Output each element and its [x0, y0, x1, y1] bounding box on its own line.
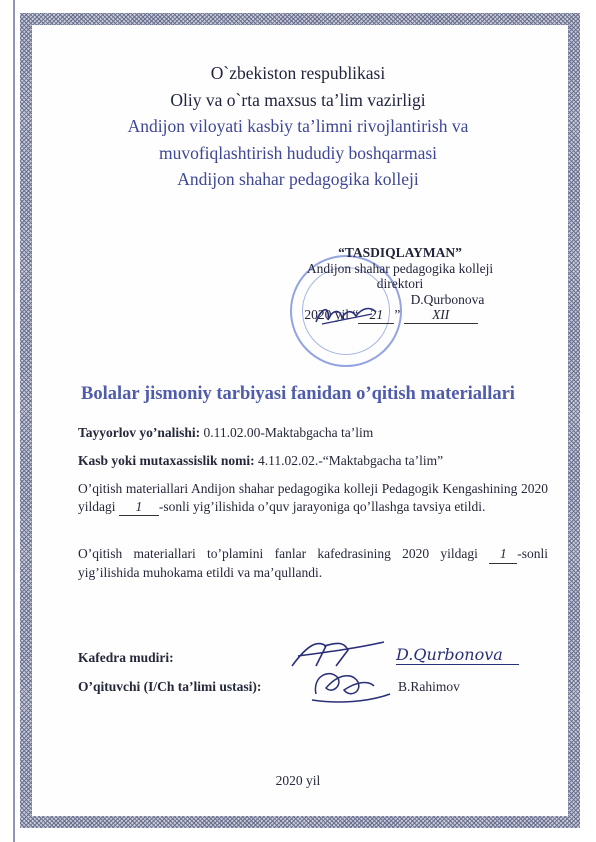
teacher-label: O’qituvchi (I/Ch ta’limi ustasi): — [78, 679, 262, 694]
header-college: Andijon shahar pedagogika kolleji — [177, 169, 419, 189]
direction-label: Tayyorlov yo’nalishi: — [78, 425, 201, 440]
teacher-signature — [308, 664, 392, 706]
header-country: O`zbekiston respublikasi — [210, 63, 386, 83]
approval-block — [250, 245, 550, 324]
approval-date — [232, 307, 550, 324]
direction-value: 0.11.02.00-Maktabgacha ta’lim — [200, 425, 374, 440]
date-sep: ” — [394, 307, 401, 322]
approval-org: Andijon shahar pedagogika kolleji — [306, 260, 494, 276]
specialty-value: 4.11.02.02.-“Maktabgacha ta’lim” — [254, 453, 444, 468]
approval-name: D.Qurbonova — [410, 291, 485, 307]
specialty-label: Kasb yoki mutaxassislik nomi: — [78, 453, 255, 468]
date-month: XII — [404, 307, 478, 324]
date-day: 21 — [358, 307, 394, 324]
header-ministry: Oliy va o`rta maxsus ta’lim vazirligi — [170, 89, 426, 110]
paragraph-council — [78, 480, 548, 516]
director-signature — [312, 300, 382, 330]
p1-text-end: -sonli yig’ilishida o’quv jarayoniga qo’llashga tavsiya etildi. — [158, 498, 486, 514]
date-prefix: 2020 yil “ — [304, 307, 359, 322]
head-name-handwritten: D.Qurbonova — [396, 645, 519, 665]
p2-text-start: O’qitish materiallari to’plamini fanlar kafedrasining 2020 yildagi — [78, 546, 490, 561]
p2-text-end: -sonli yig’ilishida muhokama etildi va ma’qullandi. — [78, 546, 548, 580]
header-block — [0, 60, 596, 193]
p1-number: 1 — [119, 498, 159, 517]
approval-role: direktori — [376, 276, 424, 291]
header-region-office: Andijon viloyati kasbiy ta’limni rivojlantirish va — [127, 116, 469, 136]
approval-title: “TASDIQLAYMAN” — [338, 245, 462, 260]
paragraph-department — [78, 545, 548, 581]
p2-number: 1 — [489, 545, 517, 564]
teacher-name: B.Rahimov — [398, 679, 460, 694]
p1-text-start: O’qitish materiallari Andijon shahar pedagogika kolleji Pedagogik Kengashining 2020 yildagi — [78, 481, 548, 514]
field-specialty — [78, 452, 548, 470]
field-direction — [78, 424, 548, 442]
head-of-department-label: Kafedra mudiri: — [78, 650, 174, 665]
header-region-office-2: muvofiqlashtirish hududiy boshqarmasi — [158, 142, 438, 163]
footer-year: 2020 yil — [275, 773, 321, 788]
document-title: Bolalar jismoniy tarbiyasi fanidan o’qitish materiallari — [81, 384, 515, 404]
